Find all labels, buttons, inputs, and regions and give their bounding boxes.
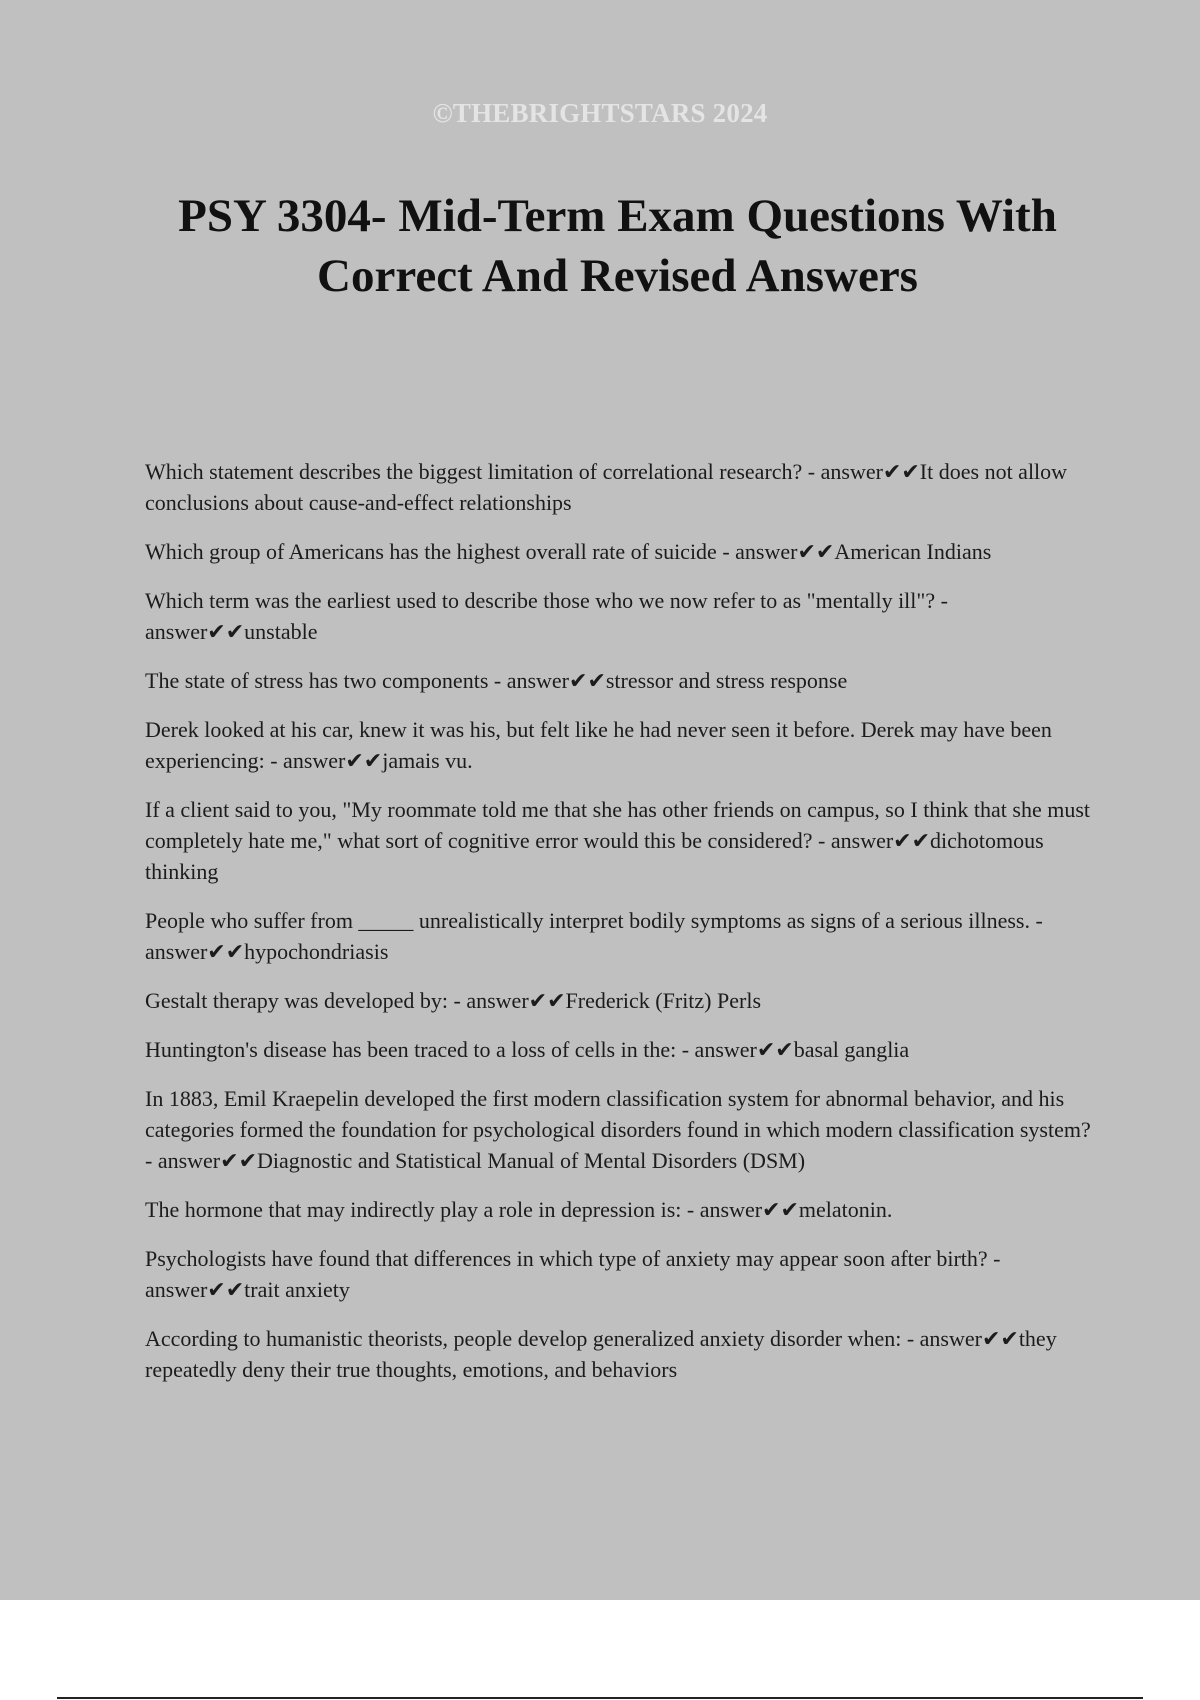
qa-item: Psychologists have found that differences in which type of anxiety may appear soon after birth? - answer✔✔trait anxiety xyxy=(145,1246,1001,1302)
qa-item: Which term was the earliest used to describe those who we now refer to as "mentally ill"? - answer✔✔unstable xyxy=(145,588,948,644)
question-answer-list xyxy=(145,456,1095,1403)
qa-item: Which group of Americans has the highest overall rate of suicide - answer✔✔American Indians xyxy=(145,539,992,564)
document-title: PSY 3304- Mid-Term Exam Questions With Correct And Revised Answers xyxy=(178,190,1057,302)
qa-item: People who suffer from _____ unrealistically interpret bodily symptoms as signs of a serious illness. - answer✔✔hypochondriasis xyxy=(145,908,1043,964)
qa-item: If a client said to you, "My roommate told me that she has other friends on campus, so I think that she must completely hate me," what sort of cognitive error would this be considered? - answer✔✔dichotomous thinking xyxy=(145,797,1091,884)
qa-item: Gestalt therapy was developed by: - answer✔✔Frederick (Fritz) Perls xyxy=(145,988,762,1013)
qa-item: In 1883, Emil Kraepelin developed the first modern classification system for abnormal behavior, and his categories formed the foundation for psychological disorders found in which modern classification system? - answer✔✔Diagnostic and Statistical Manual of Mental Disorders (DSM) xyxy=(145,1086,1091,1173)
qa-item: Which statement describes the biggest limitation of correlational research? - answer✔✔It does not allow conclusions about cause-and-effect relationships xyxy=(145,459,1068,515)
qa-item: The state of stress has two components - answer✔✔stressor and stress response xyxy=(145,668,848,693)
qa-item: Derek looked at his car, knew it was his, but felt like he had never seen it before. Derek may have been experiencing: - answer✔✔jamais vu. xyxy=(145,717,1052,773)
footer-divider xyxy=(57,1697,1143,1699)
copyright-watermark: ©THEBRIGHTSTARS 2024 xyxy=(432,98,768,128)
qa-item: According to humanistic theorists, people develop generalized anxiety disorder when: - answer✔✔they repeatedly deny their true thoughts, emotions, and behaviors xyxy=(145,1326,1057,1382)
qa-item: The hormone that may indirectly play a role in depression is: - answer✔✔melatonin. xyxy=(145,1197,893,1222)
qa-item: Huntington's disease has been traced to a loss of cells in the: - answer✔✔basal ganglia xyxy=(145,1037,910,1062)
